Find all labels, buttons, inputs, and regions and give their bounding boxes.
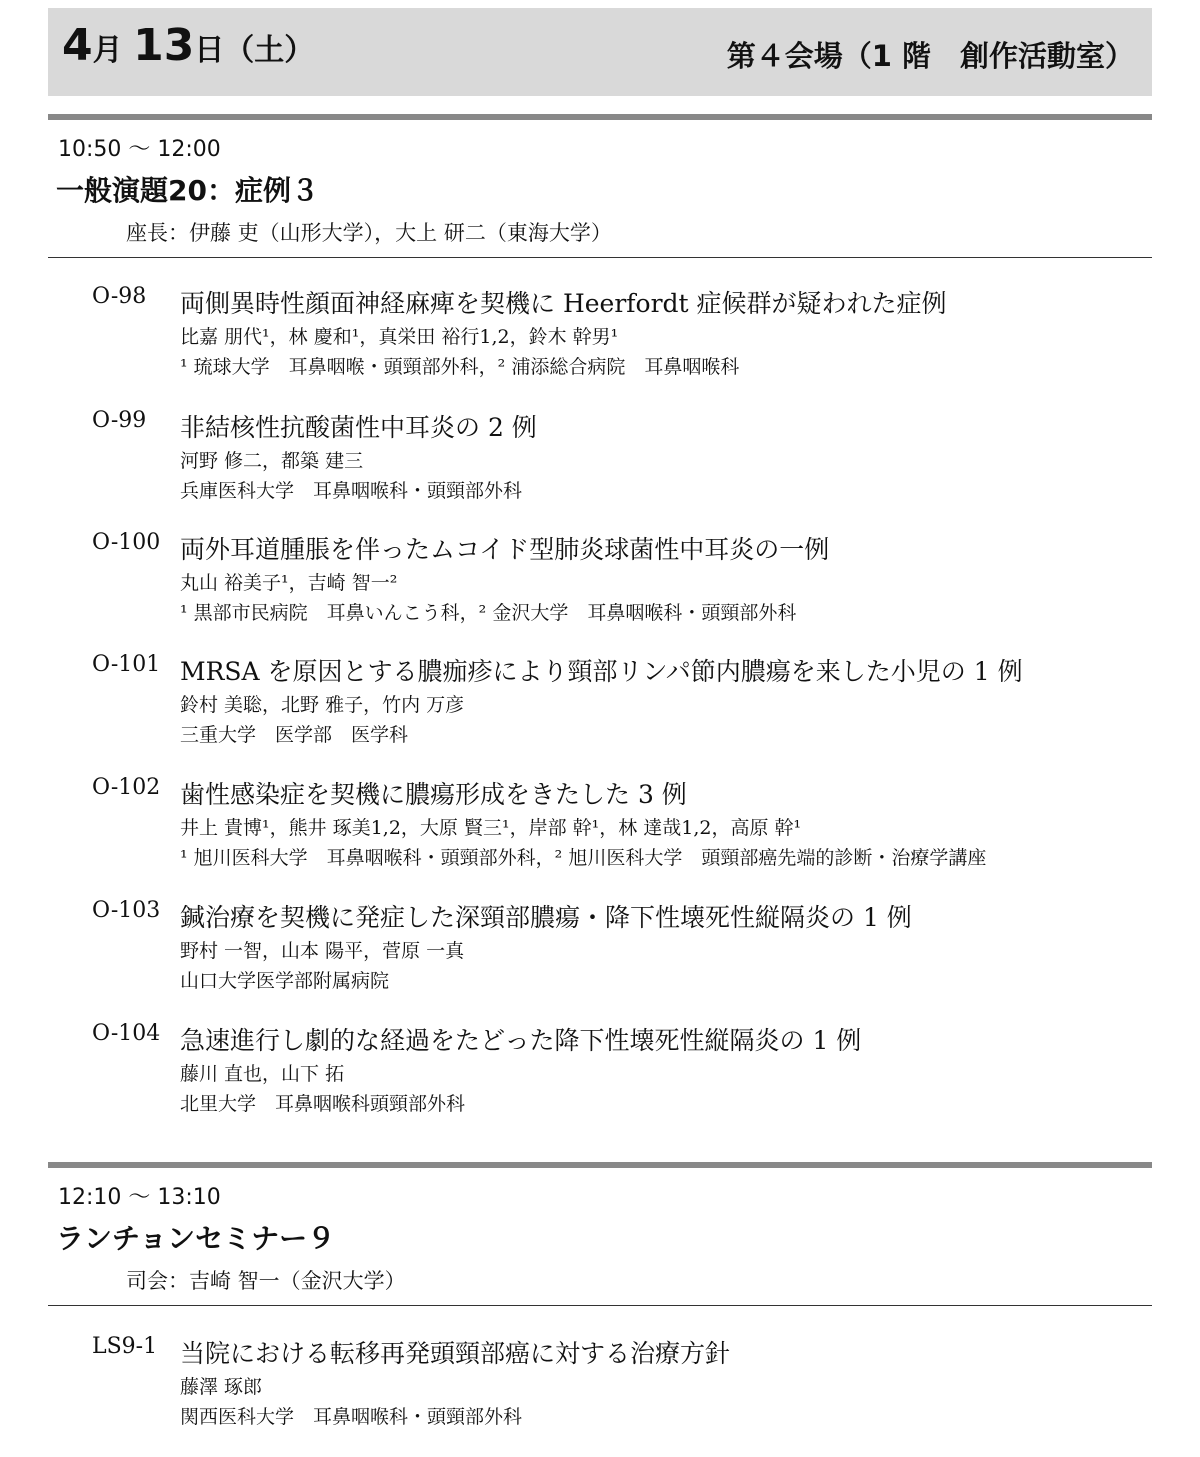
entry-affiliations: 関西医科大学 耳鼻咽喉科・頭頸部外科 [180, 1406, 523, 1428]
date-day: 13 [133, 20, 195, 71]
entry-authors: 河野 修二，都築 建三 [180, 450, 364, 472]
page-header [48, 8, 1152, 96]
venue-label: 第４会場（1 階 創作活動室） [726, 39, 1134, 73]
session-title: ランチョンセミナー９ [56, 1222, 336, 1255]
entry-number: O-98 [92, 284, 147, 309]
entry-title: MRSA を原因とする膿痂疹により頸部リンパ節内膿瘍を来した小児の 1 例 [180, 657, 1023, 686]
entry-title: 当院における転移再発頭頸部癌に対する治療方針 [180, 1339, 731, 1368]
entry-affiliations: 山口大学医学部附属病院 [180, 970, 390, 992]
entry-number: O-104 [92, 1021, 161, 1046]
session-block [48, 114, 1152, 258]
entry-authors: 比嘉 朋代¹，林 慶和¹，真栄田 裕行1,2，鈴木 幹男¹ [180, 326, 619, 348]
session-time: 12:10 ～ 13:10 [58, 1185, 221, 1210]
section-divider [48, 1162, 1152, 1168]
entry-number: LS9-1 [92, 1334, 158, 1359]
entry-affiliations: 北里大学 耳鼻咽喉科頭頸部外科 [180, 1093, 466, 1115]
entry-title: 歯性感染症を契機に膿瘍形成をきたした 3 例 [180, 780, 687, 809]
session-date [62, 20, 314, 71]
entry-number: O-101 [92, 652, 161, 677]
entry-title: 非結核性抗酸菌性中耳炎の 2 例 [180, 413, 537, 442]
entry-affiliations: 三重大学 医学部 医学科 [180, 724, 409, 746]
entry-authors: 丸山 裕美子¹，吉崎 智一² [180, 572, 398, 594]
entry-number: O-100 [92, 530, 161, 555]
entry-title: 急速進行し劇的な経過をたどった降下性壊死性縦隔炎の 1 例 [180, 1026, 862, 1055]
entry-affiliations: ¹ 旭川医科大学 耳鼻咽喉科・頭頸部外科，² 旭川医科大学 頭頸部癌先端的診断・治療学講座 [180, 847, 987, 869]
date-month: 4 [62, 20, 93, 71]
session-block [48, 1162, 1152, 1306]
entry-authors: 鈴村 美聡，北野 雅子，竹内 万彦 [180, 694, 465, 716]
section-rule [48, 257, 1152, 258]
entry-affiliations: ¹ 黒部市民病院 耳鼻いんこう科，² 金沢大学 耳鼻咽喉科・頭頸部外科 [180, 602, 797, 624]
section-divider [48, 114, 1152, 120]
entry-title: 鍼治療を契機に発症した深頸部膿瘍・降下性壊死性縦隔炎の 1 例 [180, 903, 912, 932]
entry-title: 両外耳道腫脹を伴ったムコイド型肺炎球菌性中耳炎の一例 [180, 535, 830, 564]
entry-number: O-99 [92, 408, 147, 433]
session-title: 一般演題20：症例３ [56, 174, 319, 207]
entry-authors: 藤澤 琢郎 [180, 1376, 263, 1398]
entry-affiliations: ¹ 琉球大学 耳鼻咽喉・頭頸部外科，² 浦添総合病院 耳鼻咽喉科 [180, 356, 740, 378]
entry-affiliations: 兵庫医科大学 耳鼻咽喉科・頭頸部外科 [180, 480, 523, 502]
entry-authors: 野村 一智，山本 陽平，菅原 一真 [180, 940, 465, 962]
date-day-suffix: 日（土） [194, 33, 315, 68]
date-month-suffix: 月 [92, 33, 123, 68]
entry-authors: 藤川 直也，山下 拓 [180, 1063, 345, 1085]
entry-authors: 井上 貴博¹，熊井 琢美1,2，大原 賢三¹，岸部 幹¹，林 達哉1,2，高原 幹¹ [180, 817, 802, 839]
session-chair: 座長：伊藤 吏（山形大学），大上 研二（東海大学） [126, 221, 612, 245]
entry-title: 両側異時性顔面神経麻痺を契機に Heerfordt 症候群が疑われた症例 [180, 289, 947, 318]
session-time: 10:50 ～ 12:00 [58, 137, 221, 162]
session-chair: 司会：吉崎 智一（金沢大学） [126, 1269, 406, 1293]
entry-number: O-102 [92, 775, 161, 800]
section-rule [48, 1305, 1152, 1306]
entry-number: O-103 [92, 898, 161, 923]
